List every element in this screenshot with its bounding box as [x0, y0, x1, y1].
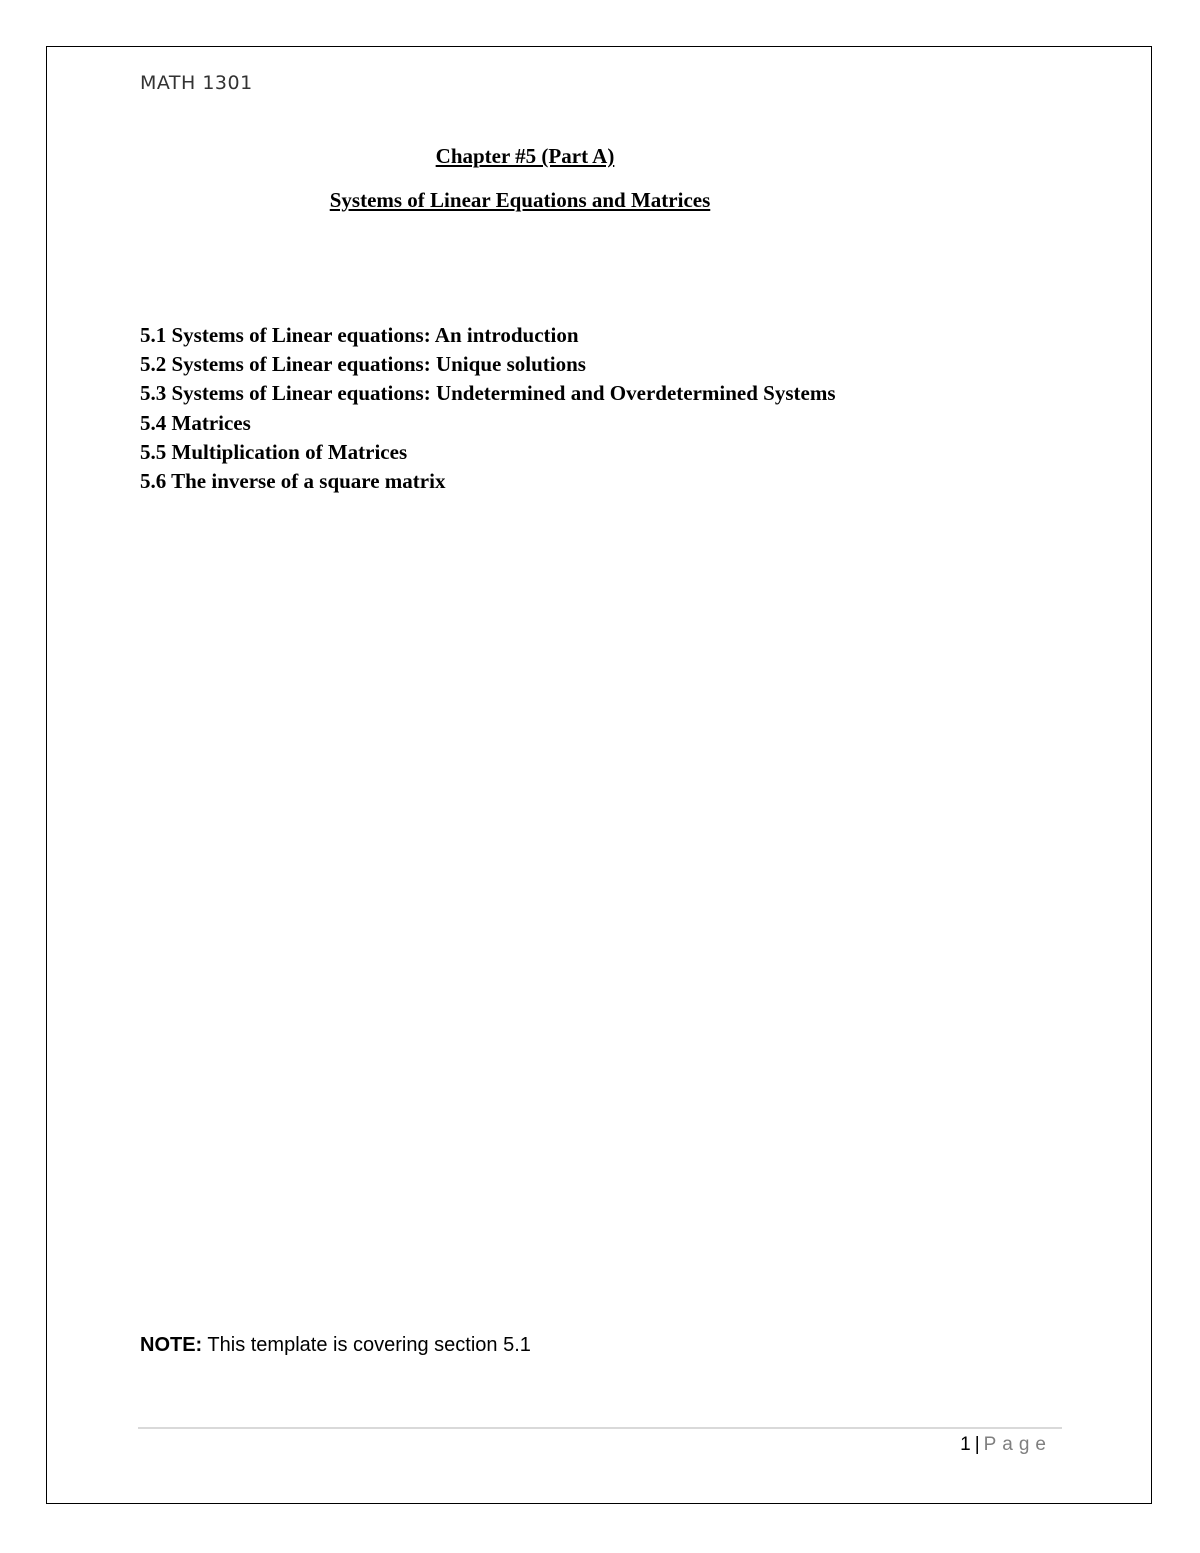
section-item-5-4: 5.4 Matrices — [140, 410, 251, 435]
note-label: NOTE: — [140, 1334, 203, 1356]
chapter-subtitle: Systems of Linear Equations and Matrices — [329, 188, 711, 212]
section-item-5-6: 5.6 The inverse of a square matrix — [140, 469, 446, 494]
section-item-5-2: 5.2 Systems of Linear equations: Unique solutions — [140, 352, 586, 377]
section-item-5-5: 5.5 Multiplication of Matrices — [140, 439, 408, 464]
note — [140, 1334, 531, 1357]
section-list — [140, 321, 836, 496]
note-text: This template is covering section 5.1 — [202, 1334, 531, 1356]
page-separator: | — [974, 1434, 980, 1455]
page-word: Page — [983, 1434, 1052, 1455]
footer-divider — [138, 1427, 1062, 1429]
section-item-5-3: 5.3 Systems of Linear equations: Undetermined and Overdetermined Systems — [140, 381, 836, 406]
section-item-5-1: 5.1 Systems of Linear equations: An introduction — [140, 323, 579, 347]
page-number: 1 — [960, 1434, 971, 1455]
page-footer — [960, 1434, 1052, 1456]
chapter-title: Chapter #5 (Part A) — [435, 144, 615, 168]
page-border — [46, 46, 1152, 1504]
course-header: MATH 1301 — [140, 72, 253, 94]
